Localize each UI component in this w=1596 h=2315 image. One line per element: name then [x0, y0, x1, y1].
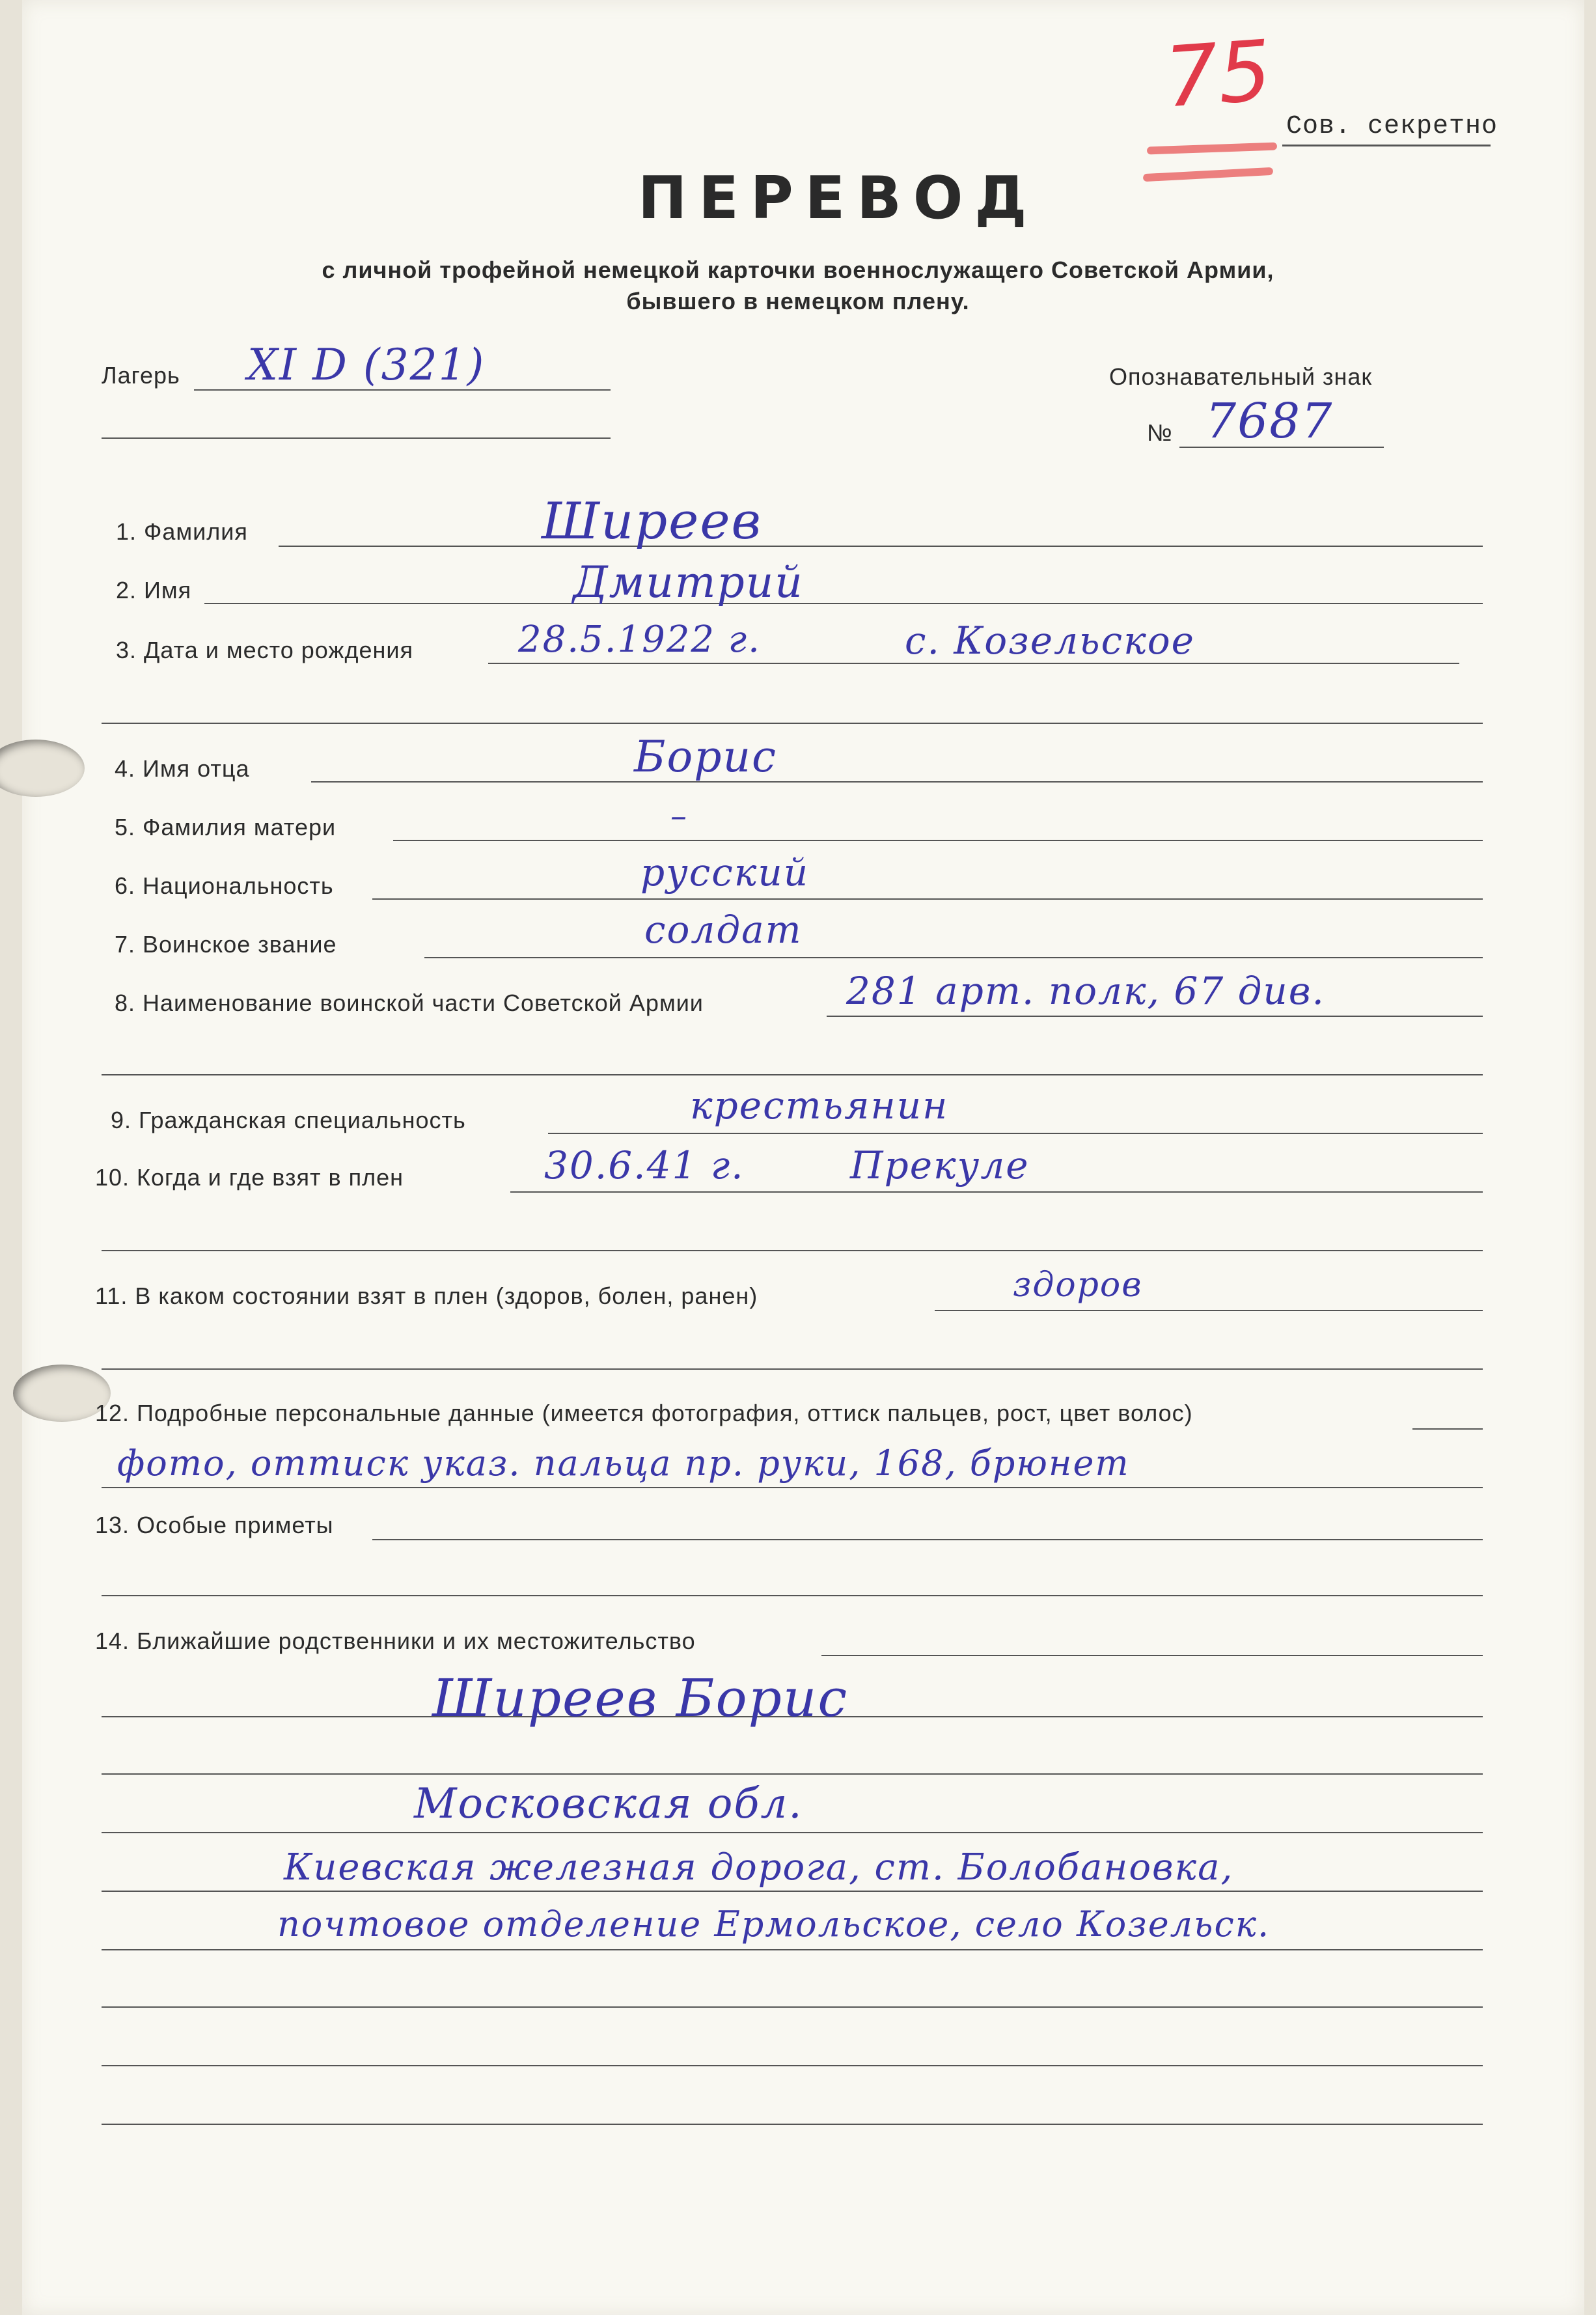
- id-tag-value: 7687: [1205, 393, 1334, 449]
- field-9-line: [548, 1133, 1483, 1134]
- field-6-line: [372, 898, 1483, 900]
- field-7-line: [424, 957, 1483, 958]
- field-12-value: фото, оттиск указ. пальца пр. руки, 168, брюнет: [117, 1443, 1130, 1484]
- relative-address-line-3: почтовое отделение Ермольское, село Козельск.: [277, 1904, 1271, 1945]
- field-14-line-4: [102, 1832, 1483, 1833]
- field-11-value: здоров: [1013, 1266, 1143, 1305]
- field-13-line-2: [102, 1595, 1483, 1596]
- field-9-label: 9. Гражданская специальность: [111, 1107, 466, 1133]
- id-tag-number-sign: №: [1147, 419, 1173, 446]
- field-5-label: 5. Фамилия матери: [115, 814, 337, 840]
- field-14-line-5: [102, 1891, 1483, 1892]
- camp-label: Лагерь: [102, 362, 180, 389]
- camp-value: XI D (321): [247, 340, 486, 390]
- field-14-line-9: [102, 2124, 1483, 2125]
- field-11-line-2: [102, 1368, 1483, 1370]
- field-8-label: 8. Наименование воинской части Советской Армии: [115, 990, 704, 1016]
- field-8-line-2: [102, 1074, 1483, 1075]
- field-14-line-3: [102, 1773, 1483, 1775]
- field-14-line-7: [102, 2006, 1483, 2008]
- field-11-label: 11. В каком состоянии взят в плен (здоров, болен, ранен): [95, 1282, 758, 1309]
- field-5-value: –: [670, 797, 688, 835]
- field-3-label: 3. Дата и место рождения: [116, 637, 413, 663]
- id-tag-label: Опознавательный знак: [1109, 363, 1373, 390]
- field-6-label: 6. Национальность: [115, 872, 334, 899]
- field-10-line: [510, 1191, 1483, 1193]
- registry-number: 75: [1162, 22, 1274, 127]
- field-10-place: Прекуле: [850, 1143, 1030, 1187]
- field-14-label: 14. Ближайшие родственники и их местожительство: [95, 1628, 696, 1654]
- field-2-value: Дмитрий: [573, 557, 804, 607]
- field-12-line: [1412, 1428, 1483, 1430]
- field-1-value: Ширеев: [542, 492, 762, 551]
- field-13-label: 13. Особые приметы: [95, 1512, 334, 1538]
- field-7-value: солдат: [644, 908, 803, 952]
- field-3-line: [488, 663, 1459, 664]
- id-tag-line: [1179, 447, 1384, 448]
- field-8-line: [827, 1016, 1483, 1017]
- field-2-label: 2. Имя: [116, 577, 192, 603]
- field-7-label: 7. Воинское звание: [115, 931, 337, 958]
- field-4-label: 4. Имя отца: [115, 755, 250, 782]
- field-6-value: русский: [640, 850, 810, 894]
- field-13-line: [372, 1539, 1483, 1540]
- field-14-line: [821, 1655, 1483, 1656]
- relative-address-line-2: Киевская железная дорога, ст. Болобановка,: [284, 1846, 1234, 1889]
- field-10-label: 10. Когда и где взят в плен: [95, 1164, 404, 1191]
- subtitle-line-2: бывшего в немецком плену.: [626, 288, 970, 314]
- field-1-label: 1. Фамилия: [116, 518, 248, 545]
- field-8-value: 281 арт. полк, 67 див.: [846, 969, 1325, 1013]
- field-2-line: [204, 603, 1483, 604]
- field-14-line-8: [102, 2065, 1483, 2066]
- field-9-value: крестьянин: [690, 1083, 949, 1128]
- secrecy-label: Сов. секретно: [1286, 112, 1498, 141]
- camp-line-2: [102, 437, 611, 439]
- relative-name: Ширеев Борис: [432, 1668, 849, 1728]
- page-title: ПЕРЕВОД: [638, 164, 1039, 232]
- field-4-value: Борис: [634, 732, 777, 782]
- field-12-label: 12. Подробные персональные данные (имеется фотография, оттиск пальцев, рост, цвет волос): [95, 1400, 1193, 1426]
- field-10-date: 30.6.41 г.: [544, 1143, 745, 1187]
- field-1-line: [279, 546, 1483, 547]
- field-3-place: с. Козельское: [905, 618, 1195, 663]
- field-4-line: [311, 781, 1483, 783]
- relative-address-line-1: Московская обл.: [414, 1780, 803, 1828]
- secrecy-underline: [1282, 145, 1491, 146]
- camp-line-1: [194, 389, 611, 391]
- field-3-line-2: [102, 723, 1483, 724]
- field-12-line-2: [102, 1487, 1483, 1488]
- field-5-line: [393, 840, 1483, 841]
- field-10-line-2: [102, 1250, 1483, 1251]
- field-3-date: 28.5.1922 г.: [518, 618, 761, 661]
- field-11-line: [935, 1310, 1483, 1311]
- subtitle-line-1: с личной трофейной немецкой карточки военнослужащего Советской Армии,: [322, 256, 1274, 283]
- field-14-line-6: [102, 1949, 1483, 1950]
